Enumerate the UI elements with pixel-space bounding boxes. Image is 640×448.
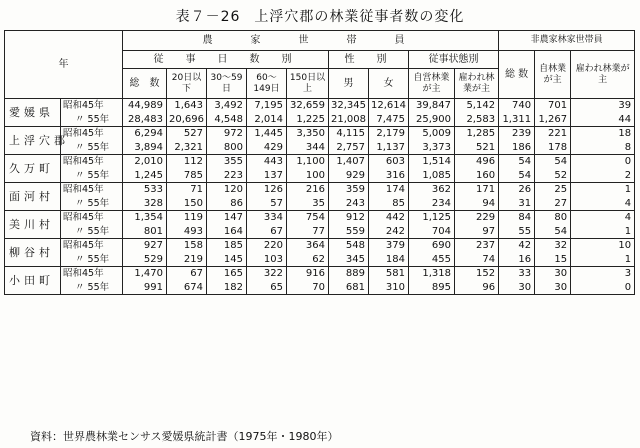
farm-households-header: 農 家 世 帯 員 — [123, 31, 499, 51]
table-number: 表７－26 — [175, 9, 241, 25]
cell-value: 6,294 — [123, 127, 167, 141]
year-label: 〃 55年 — [61, 141, 123, 155]
table-row — [5, 239, 635, 253]
cell-value: 681 — [329, 281, 369, 295]
d30-header: 30～59日 — [207, 69, 247, 99]
cell-value: 2,583 — [455, 113, 499, 127]
cell-value: 239 — [499, 127, 535, 141]
cell-value: 529 — [123, 253, 167, 267]
cell-value: 527 — [167, 127, 207, 141]
cell-value: 1,245 — [123, 169, 167, 183]
d20-header: 20日以下 — [167, 69, 207, 99]
cell-value: 8 — [571, 141, 635, 155]
cell-value: 929 — [329, 169, 369, 183]
cell-value: 67 — [167, 267, 207, 281]
year-label: 〃 55年 — [61, 197, 123, 211]
cell-value: 991 — [123, 281, 167, 295]
year-label: 昭和45年 — [61, 239, 123, 253]
cell-value: 1,267 — [535, 113, 571, 127]
cell-value: 174 — [369, 183, 409, 197]
cell-value: 496 — [455, 155, 499, 169]
cell-value: 364 — [287, 239, 329, 253]
cell-value: 54 — [535, 155, 571, 169]
cell-value: 44,989 — [123, 99, 167, 113]
year-label: 昭和45年 — [61, 99, 123, 113]
cell-value: 229 — [455, 211, 499, 225]
hired-main-header: 雇われ林業が主 — [455, 69, 499, 99]
table-row — [5, 253, 635, 267]
cell-value: 150 — [167, 197, 207, 211]
cell-value: 55 — [499, 225, 535, 239]
cell-value: 548 — [329, 239, 369, 253]
cell-value: 322 — [247, 267, 287, 281]
cell-value: 2,179 — [369, 127, 409, 141]
table-row — [5, 281, 635, 295]
cell-value: 1,285 — [455, 127, 499, 141]
cell-value: 216 — [287, 183, 329, 197]
forestry-workers-table — [4, 30, 635, 295]
cell-value: 186 — [499, 141, 535, 155]
source-note: 資料：世界農林業センサス愛媛県統計書（1975年・1980年） — [30, 430, 339, 443]
cell-value: 895 — [409, 281, 455, 295]
cell-value: 581 — [369, 267, 409, 281]
total-header: 総 数 — [123, 69, 167, 99]
cell-value: 242 — [369, 225, 409, 239]
cell-value: 25,900 — [409, 113, 455, 127]
cell-value: 32 — [535, 239, 571, 253]
cell-value: 21,008 — [329, 113, 369, 127]
d150-header: 150日以上 — [287, 69, 329, 99]
cell-value: 1,100 — [287, 155, 329, 169]
table-row — [5, 169, 635, 183]
nf-hired-header: 雇われ林業が主 — [571, 51, 635, 99]
cell-value: 4,115 — [329, 127, 369, 141]
cell-value: 359 — [329, 183, 369, 197]
year-label: 〃 55年 — [61, 169, 123, 183]
cell-value: 7,475 — [369, 113, 409, 127]
cell-value: 10 — [571, 239, 635, 253]
cell-value: 800 — [207, 141, 247, 155]
region-name: 上浮穴郡 — [5, 127, 61, 155]
cell-value: 701 — [535, 99, 571, 113]
cell-value: 690 — [409, 239, 455, 253]
non-farm-header: 非農家林家世帯員 — [499, 31, 635, 51]
cell-value: 147 — [207, 211, 247, 225]
cell-value: 2,014 — [247, 113, 287, 127]
cell-value: 344 — [287, 141, 329, 155]
working-days-header: 従 事 日 数 別 — [123, 51, 329, 69]
cell-value: 57 — [247, 197, 287, 211]
cell-value: 152 — [455, 267, 499, 281]
cell-value: 972 — [207, 127, 247, 141]
year-label: 〃 55年 — [61, 281, 123, 295]
cell-value: 84 — [499, 211, 535, 225]
cell-value: 443 — [247, 155, 287, 169]
cell-value: 126 — [247, 183, 287, 197]
cell-value: 3,492 — [207, 99, 247, 113]
cell-value: 429 — [247, 141, 287, 155]
region-name: 久万町 — [5, 155, 61, 183]
cell-value: 3,894 — [123, 141, 167, 155]
cell-value: 25 — [535, 183, 571, 197]
table-row — [5, 113, 635, 127]
nf-self-header: 自林業が主 — [535, 51, 571, 99]
cell-value: 379 — [369, 239, 409, 253]
year-label: 昭和45年 — [61, 211, 123, 225]
cell-value: 54 — [499, 155, 535, 169]
cell-value: 221 — [535, 127, 571, 141]
cell-value: 96 — [455, 281, 499, 295]
cell-value: 12,614 — [369, 99, 409, 113]
status-header: 従事状態別 — [409, 51, 499, 69]
cell-value: 137 — [247, 169, 287, 183]
female-header: 女 — [369, 69, 409, 99]
cell-value: 1,318 — [409, 267, 455, 281]
table-row — [5, 127, 635, 141]
cell-value: 754 — [287, 211, 329, 225]
year-label: 昭和45年 — [61, 127, 123, 141]
cell-value: 65 — [247, 281, 287, 295]
cell-value: 27 — [535, 197, 571, 211]
cell-value: 42 — [499, 239, 535, 253]
table-row — [5, 155, 635, 169]
cell-value: 1 — [571, 183, 635, 197]
table-row — [5, 183, 635, 197]
table-row — [5, 99, 635, 113]
cell-value: 1 — [571, 225, 635, 239]
cell-value: 74 — [455, 253, 499, 267]
cell-value: 30 — [535, 267, 571, 281]
cell-value: 35 — [287, 197, 329, 211]
cell-value: 455 — [409, 253, 455, 267]
gender-header: 性 別 — [329, 51, 409, 69]
cell-value: 916 — [287, 267, 329, 281]
year-label: 昭和45年 — [61, 155, 123, 169]
cell-value: 310 — [369, 281, 409, 295]
cell-value: 100 — [287, 169, 329, 183]
cell-value: 85 — [369, 197, 409, 211]
table-row — [5, 267, 635, 281]
cell-value: 86 — [207, 197, 247, 211]
cell-value: 97 — [455, 225, 499, 239]
cell-value: 559 — [329, 225, 369, 239]
cell-value: 94 — [455, 197, 499, 211]
cell-value: 5,009 — [409, 127, 455, 141]
cell-value: 442 — [369, 211, 409, 225]
cell-value: 160 — [455, 169, 499, 183]
cell-value: 889 — [329, 267, 369, 281]
cell-value: 2,010 — [123, 155, 167, 169]
male-header: 男 — [329, 69, 369, 99]
year-label: 〃 55年 — [61, 113, 123, 127]
table-title — [0, 6, 640, 26]
year-label: 〃 55年 — [61, 225, 123, 239]
year-label: 昭和45年 — [61, 267, 123, 281]
cell-value: 30 — [499, 281, 535, 295]
cell-value: 1,445 — [247, 127, 287, 141]
cell-value: 5,142 — [455, 99, 499, 113]
cell-value: 112 — [167, 155, 207, 169]
cell-value: 521 — [455, 141, 499, 155]
cell-value: 237 — [455, 239, 499, 253]
year-label: 昭和45年 — [61, 183, 123, 197]
cell-value: 4 — [571, 197, 635, 211]
cell-value: 80 — [535, 211, 571, 225]
cell-value: 533 — [123, 183, 167, 197]
cell-value: 927 — [123, 239, 167, 253]
cell-value: 7,195 — [247, 99, 287, 113]
cell-value: 1,643 — [167, 99, 207, 113]
region-name: 小田町 — [5, 267, 61, 295]
cell-value: 243 — [329, 197, 369, 211]
cell-value: 1,311 — [499, 113, 535, 127]
nf-total-header: 総 数 — [499, 51, 535, 99]
cell-value: 70 — [287, 281, 329, 295]
cell-value: 26 — [499, 183, 535, 197]
cell-value: 4 — [571, 211, 635, 225]
cell-value: 158 — [167, 239, 207, 253]
cell-value: 1,407 — [329, 155, 369, 169]
cell-value: 1,514 — [409, 155, 455, 169]
cell-value: 184 — [369, 253, 409, 267]
cell-value: 171 — [455, 183, 499, 197]
cell-value: 219 — [167, 253, 207, 267]
cell-value: 32,659 — [287, 99, 329, 113]
cell-value: 223 — [207, 169, 247, 183]
cell-value: 912 — [329, 211, 369, 225]
cell-value: 334 — [247, 211, 287, 225]
cell-value: 54 — [535, 225, 571, 239]
table-title-text: 上浮穴郡の林業従事者数の変化 — [254, 9, 465, 25]
cell-value: 1,225 — [287, 113, 329, 127]
cell-value: 220 — [247, 239, 287, 253]
cell-value: 39 — [571, 99, 635, 113]
cell-value: 164 — [207, 225, 247, 239]
cell-value: 182 — [207, 281, 247, 295]
cell-value: 119 — [167, 211, 207, 225]
cell-value: 316 — [369, 169, 409, 183]
cell-value: 15 — [535, 253, 571, 267]
cell-value: 62 — [287, 253, 329, 267]
cell-value: 740 — [499, 99, 535, 113]
cell-value: 18 — [571, 127, 635, 141]
cell-value: 2 — [571, 169, 635, 183]
cell-value: 1,125 — [409, 211, 455, 225]
cell-value: 120 — [207, 183, 247, 197]
cell-value: 71 — [167, 183, 207, 197]
cell-value: 1,085 — [409, 169, 455, 183]
self-main-header: 自営林業が主 — [409, 69, 455, 99]
region-name: 柳谷村 — [5, 239, 61, 267]
cell-value: 54 — [499, 169, 535, 183]
cell-value: 185 — [207, 239, 247, 253]
cell-value: 674 — [167, 281, 207, 295]
region-name: 美川村 — [5, 211, 61, 239]
cell-value: 355 — [207, 155, 247, 169]
cell-value: 785 — [167, 169, 207, 183]
cell-value: 16 — [499, 253, 535, 267]
cell-value: 39,847 — [409, 99, 455, 113]
cell-value: 44 — [571, 113, 635, 127]
cell-value: 801 — [123, 225, 167, 239]
region-name: 愛媛県 — [5, 99, 61, 127]
year-header: 年 — [5, 31, 123, 99]
table-row — [5, 225, 635, 239]
cell-value: 345 — [329, 253, 369, 267]
cell-value: 3,373 — [409, 141, 455, 155]
cell-value: 1,354 — [123, 211, 167, 225]
cell-value: 493 — [167, 225, 207, 239]
table-row — [5, 197, 635, 211]
region-name: 面河村 — [5, 183, 61, 211]
cell-value: 103 — [247, 253, 287, 267]
cell-value: 32,345 — [329, 99, 369, 113]
cell-value: 234 — [409, 197, 455, 211]
table-row — [5, 211, 635, 225]
cell-value: 4,548 — [207, 113, 247, 127]
cell-value: 328 — [123, 197, 167, 211]
cell-value: 362 — [409, 183, 455, 197]
cell-value: 30 — [535, 281, 571, 295]
table-row — [5, 141, 635, 155]
cell-value: 704 — [409, 225, 455, 239]
d60-header: 60～149日 — [247, 69, 287, 99]
table-body — [5, 99, 635, 295]
cell-value: 1 — [571, 253, 635, 267]
cell-value: 33 — [499, 267, 535, 281]
cell-value: 52 — [535, 169, 571, 183]
cell-value: 31 — [499, 197, 535, 211]
cell-value: 2,757 — [329, 141, 369, 155]
cell-value: 165 — [207, 267, 247, 281]
cell-value: 2,321 — [167, 141, 207, 155]
header-row-1 — [5, 31, 635, 51]
cell-value: 28,483 — [123, 113, 167, 127]
cell-value: 145 — [207, 253, 247, 267]
year-label: 〃 55年 — [61, 253, 123, 267]
cell-value: 3,350 — [287, 127, 329, 141]
cell-value: 1,137 — [369, 141, 409, 155]
cell-value: 178 — [535, 141, 571, 155]
cell-value: 20,696 — [167, 113, 207, 127]
cell-value: 0 — [571, 155, 635, 169]
cell-value: 0 — [571, 281, 635, 295]
cell-value: 67 — [247, 225, 287, 239]
cell-value: 77 — [287, 225, 329, 239]
cell-value: 603 — [369, 155, 409, 169]
cell-value: 3 — [571, 267, 635, 281]
cell-value: 1,470 — [123, 267, 167, 281]
